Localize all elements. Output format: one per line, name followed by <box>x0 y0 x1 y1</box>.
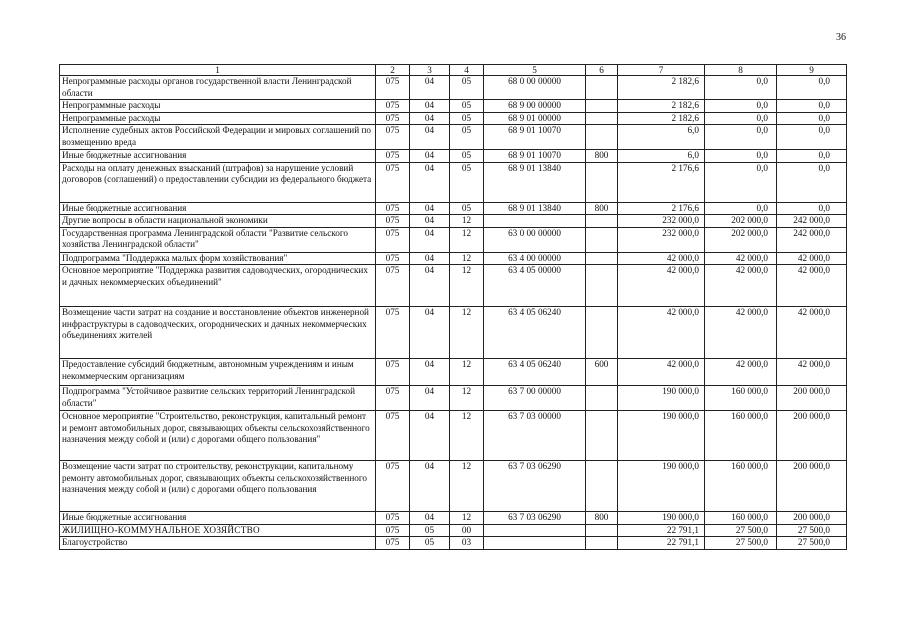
cell-c3: 04 <box>410 215 450 228</box>
cell-c7: 22 791,1 <box>618 524 705 537</box>
row-name: Иные бюджетные ассигнования <box>60 202 376 215</box>
cell-c5: 68 9 01 13840 <box>484 162 586 202</box>
cell-c7: 42 000,0 <box>618 252 705 265</box>
cell-c6 <box>586 100 618 113</box>
cell-c8: 202 000,0 <box>705 215 777 228</box>
row-name: Основное мероприятие "Строительство, реконструкция, капитальный ремонт и ремонт автомобильных дорог, связывающих объекты сельскохозяйственного назначения между собой и (или) с дорогами общего пользования" <box>60 411 376 461</box>
cell-c5: 63 4 05 06240 <box>484 307 586 359</box>
cell-c4: 12 <box>450 461 484 512</box>
cell-c4: 12 <box>450 411 484 461</box>
cell-c8: 160 000,0 <box>705 386 777 411</box>
row-name: Благоустройство <box>60 537 376 550</box>
cell-c9: 0,0 <box>777 202 847 215</box>
cell-c6 <box>586 215 618 228</box>
table-row <box>60 461 847 512</box>
cell-c6: 600 <box>586 359 618 386</box>
table-row <box>60 76 847 100</box>
cell-c6: 800 <box>586 512 618 525</box>
budget-table <box>59 64 847 550</box>
cell-c7: 2 176,6 <box>618 162 705 202</box>
cell-c4: 12 <box>450 359 484 386</box>
cell-c6 <box>586 537 618 550</box>
cell-c3: 05 <box>410 524 450 537</box>
cell-c5: 63 0 00 00000 <box>484 227 586 252</box>
cell-c3: 04 <box>410 100 450 113</box>
cell-c4: 12 <box>450 307 484 359</box>
cell-c7: 2 182,6 <box>618 76 705 100</box>
cell-c4: 05 <box>450 150 484 163</box>
cell-c4: 12 <box>450 386 484 411</box>
cell-c8: 27 500,0 <box>705 537 777 550</box>
cell-c7: 190 000,0 <box>618 461 705 512</box>
col-header-8: 8 <box>705 65 777 76</box>
cell-c7: 42 000,0 <box>618 359 705 386</box>
cell-c8: 160 000,0 <box>705 461 777 512</box>
cell-c9: 200 000,0 <box>777 461 847 512</box>
cell-c5: 63 7 03 06290 <box>484 461 586 512</box>
cell-c9: 42 000,0 <box>777 359 847 386</box>
row-name: Предоставление субсидий бюджетным, автономным учреждениям и иным некоммерческим организациям <box>60 359 376 386</box>
cell-c2: 075 <box>376 125 410 150</box>
cell-c6 <box>586 252 618 265</box>
cell-c2: 075 <box>376 307 410 359</box>
table-row <box>60 307 847 359</box>
cell-c5: 63 4 05 00000 <box>484 265 586 307</box>
cell-c9: 0,0 <box>777 150 847 163</box>
table-row <box>60 524 847 537</box>
cell-c3: 04 <box>410 162 450 202</box>
cell-c6 <box>586 307 618 359</box>
cell-c3: 04 <box>410 461 450 512</box>
cell-c9: 0,0 <box>777 125 847 150</box>
cell-c6 <box>586 411 618 461</box>
cell-c3: 04 <box>410 386 450 411</box>
cell-c6 <box>586 112 618 125</box>
cell-c3: 04 <box>410 307 450 359</box>
cell-c8: 42 000,0 <box>705 359 777 386</box>
cell-c8: 0,0 <box>705 150 777 163</box>
row-name: Подпрограмма "Поддержка малых форм хозяйствования" <box>60 252 376 265</box>
cell-c3: 04 <box>410 512 450 525</box>
cell-c3: 04 <box>410 125 450 150</box>
table-row <box>60 227 847 252</box>
table-row <box>60 537 847 550</box>
cell-c2: 075 <box>376 112 410 125</box>
cell-c5 <box>484 215 586 228</box>
cell-c4: 05 <box>450 112 484 125</box>
cell-c4: 03 <box>450 537 484 550</box>
cell-c7: 6,0 <box>618 125 705 150</box>
table-row <box>60 162 847 202</box>
cell-c5: 68 9 01 13840 <box>484 202 586 215</box>
cell-c8: 160 000,0 <box>705 411 777 461</box>
cell-c3: 04 <box>410 202 450 215</box>
table-row <box>60 215 847 228</box>
cell-c2: 075 <box>376 215 410 228</box>
col-header-5: 5 <box>484 65 586 76</box>
col-header-9: 9 <box>777 65 847 76</box>
cell-c6 <box>586 524 618 537</box>
cell-c5: 63 7 03 00000 <box>484 411 586 461</box>
cell-c5: 68 9 01 10070 <box>484 125 586 150</box>
cell-c4: 12 <box>450 512 484 525</box>
cell-c6 <box>586 461 618 512</box>
col-header-7: 7 <box>618 65 705 76</box>
cell-c9: 242 000,0 <box>777 227 847 252</box>
table-row <box>60 411 847 461</box>
table-row <box>60 112 847 125</box>
cell-c5: 63 7 03 06290 <box>484 512 586 525</box>
cell-c7: 190 000,0 <box>618 386 705 411</box>
col-header-3: 3 <box>410 65 450 76</box>
cell-c9: 42 000,0 <box>777 265 847 307</box>
table-row <box>60 386 847 411</box>
cell-c2: 075 <box>376 76 410 100</box>
cell-c3: 04 <box>410 76 450 100</box>
cell-c5 <box>484 537 586 550</box>
cell-c4: 12 <box>450 215 484 228</box>
cell-c9: 200 000,0 <box>777 411 847 461</box>
col-header-1: 1 <box>60 65 376 76</box>
cell-c8: 42 000,0 <box>705 252 777 265</box>
cell-c2: 075 <box>376 461 410 512</box>
cell-c8: 0,0 <box>705 202 777 215</box>
cell-c5: 68 9 01 10070 <box>484 150 586 163</box>
cell-c8: 27 500,0 <box>705 524 777 537</box>
cell-c9: 200 000,0 <box>777 386 847 411</box>
cell-c5: 68 9 00 00000 <box>484 100 586 113</box>
row-name: Другие вопросы в области национальной экономики <box>60 215 376 228</box>
row-name: Непрограммные расходы <box>60 112 376 125</box>
cell-c8: 0,0 <box>705 162 777 202</box>
row-name: Расходы на оплату денежных взысканий (штрафов) за нарушение условий договоров (соглашений) о предоставлении субсидии из федерального бюджета <box>60 162 376 202</box>
cell-c6 <box>586 76 618 100</box>
table-row <box>60 252 847 265</box>
cell-c7: 6,0 <box>618 150 705 163</box>
cell-c8: 160 000,0 <box>705 512 777 525</box>
cell-c5: 68 0 00 00000 <box>484 76 586 100</box>
row-name: Иные бюджетные ассигнования <box>60 150 376 163</box>
cell-c9: 0,0 <box>777 76 847 100</box>
row-name: Непрограммные расходы органов государственной власти Ленинградской области <box>60 76 376 100</box>
page-number: 36 <box>836 32 846 43</box>
col-header-6: 6 <box>586 65 618 76</box>
cell-c7: 42 000,0 <box>618 265 705 307</box>
cell-c6 <box>586 227 618 252</box>
cell-c4: 05 <box>450 100 484 113</box>
cell-c2: 075 <box>376 252 410 265</box>
table-row <box>60 265 847 307</box>
cell-c8: 0,0 <box>705 100 777 113</box>
cell-c4: 05 <box>450 202 484 215</box>
cell-c4: 12 <box>450 227 484 252</box>
cell-c7: 2 176,6 <box>618 202 705 215</box>
cell-c2: 075 <box>376 524 410 537</box>
cell-c3: 04 <box>410 150 450 163</box>
row-name: Иные бюджетные ассигнования <box>60 512 376 525</box>
cell-c5 <box>484 524 586 537</box>
cell-c4: 00 <box>450 524 484 537</box>
cell-c4: 05 <box>450 162 484 202</box>
col-header-4: 4 <box>450 65 484 76</box>
cell-c2: 075 <box>376 537 410 550</box>
cell-c2: 075 <box>376 512 410 525</box>
cell-c9: 200 000,0 <box>777 512 847 525</box>
table-row <box>60 150 847 163</box>
cell-c4: 05 <box>450 125 484 150</box>
cell-c8: 0,0 <box>705 125 777 150</box>
cell-c3: 05 <box>410 537 450 550</box>
cell-c5: 63 7 00 00000 <box>484 386 586 411</box>
cell-c7: 2 182,6 <box>618 112 705 125</box>
cell-c8: 202 000,0 <box>705 227 777 252</box>
table-row <box>60 512 847 525</box>
cell-c9: 42 000,0 <box>777 252 847 265</box>
row-name: Исполнение судебных актов Российской Федерации и мировых соглашений по возмещению вреда <box>60 125 376 150</box>
cell-c9: 242 000,0 <box>777 215 847 228</box>
cell-c7: 22 791,1 <box>618 537 705 550</box>
cell-c6 <box>586 125 618 150</box>
cell-c9: 27 500,0 <box>777 537 847 550</box>
cell-c6 <box>586 265 618 307</box>
cell-c7: 190 000,0 <box>618 411 705 461</box>
cell-c6: 800 <box>586 150 618 163</box>
row-name: Возмещение части затрат по строительству, реконструкции, капитальному ремонту автомобильных дорог, связывающих объекты сельскохозяйственного назначения между собой и (или) с дорогами общего пользования <box>60 461 376 512</box>
cell-c7: 190 000,0 <box>618 512 705 525</box>
cell-c5: 68 9 01 00000 <box>484 112 586 125</box>
cell-c6 <box>586 162 618 202</box>
row-name: Непрограммные расходы <box>60 100 376 113</box>
row-name: Государственная программа Ленинградской области "Развитие сельского хозяйства Ленинградской области" <box>60 227 376 252</box>
cell-c5: 63 4 05 06240 <box>484 359 586 386</box>
cell-c3: 04 <box>410 112 450 125</box>
cell-c2: 075 <box>376 359 410 386</box>
row-name: Подпрограмма "Устойчивое развитие сельских территорий Ленинградской области" <box>60 386 376 411</box>
table-row <box>60 125 847 150</box>
cell-c3: 04 <box>410 265 450 307</box>
cell-c2: 075 <box>376 202 410 215</box>
cell-c9: 0,0 <box>777 162 847 202</box>
cell-c5: 63 4 00 00000 <box>484 252 586 265</box>
cell-c6 <box>586 386 618 411</box>
cell-c8: 42 000,0 <box>705 265 777 307</box>
cell-c7: 232 000,0 <box>618 215 705 228</box>
cell-c9: 0,0 <box>777 100 847 113</box>
cell-c2: 075 <box>376 150 410 163</box>
cell-c8: 0,0 <box>705 76 777 100</box>
cell-c7: 2 182,6 <box>618 100 705 113</box>
cell-c4: 12 <box>450 252 484 265</box>
cell-c9: 42 000,0 <box>777 307 847 359</box>
cell-c7: 232 000,0 <box>618 227 705 252</box>
table-row <box>60 359 847 386</box>
cell-c6: 800 <box>586 202 618 215</box>
cell-c9: 0,0 <box>777 112 847 125</box>
cell-c3: 04 <box>410 227 450 252</box>
table-row <box>60 202 847 215</box>
cell-c2: 075 <box>376 227 410 252</box>
cell-c2: 075 <box>376 162 410 202</box>
cell-c4: 05 <box>450 76 484 100</box>
cell-c3: 04 <box>410 359 450 386</box>
cell-c2: 075 <box>376 411 410 461</box>
col-header-2: 2 <box>376 65 410 76</box>
cell-c2: 075 <box>376 100 410 113</box>
cell-c7: 42 000,0 <box>618 307 705 359</box>
row-name: ЖИЛИЩНО-КОММУНАЛЬНОЕ ХОЗЯЙСТВО <box>60 524 376 537</box>
row-name: Возмещение части затрат на создание и восстановление объектов инженерной инфраструктуры в садоводческих, огороднических и дачных некоммерческих объединениях жителей <box>60 307 376 359</box>
cell-c3: 04 <box>410 411 450 461</box>
cell-c2: 075 <box>376 265 410 307</box>
cell-c9: 27 500,0 <box>777 524 847 537</box>
cell-c3: 04 <box>410 252 450 265</box>
cell-c2: 075 <box>376 386 410 411</box>
row-name: Основное мероприятие "Поддержка развития садоводческих, огороднических и дачных некоммерческих объединений" <box>60 265 376 307</box>
header-row <box>60 65 847 76</box>
cell-c8: 0,0 <box>705 112 777 125</box>
cell-c4: 12 <box>450 265 484 307</box>
table-row <box>60 100 847 113</box>
cell-c8: 42 000,0 <box>705 307 777 359</box>
